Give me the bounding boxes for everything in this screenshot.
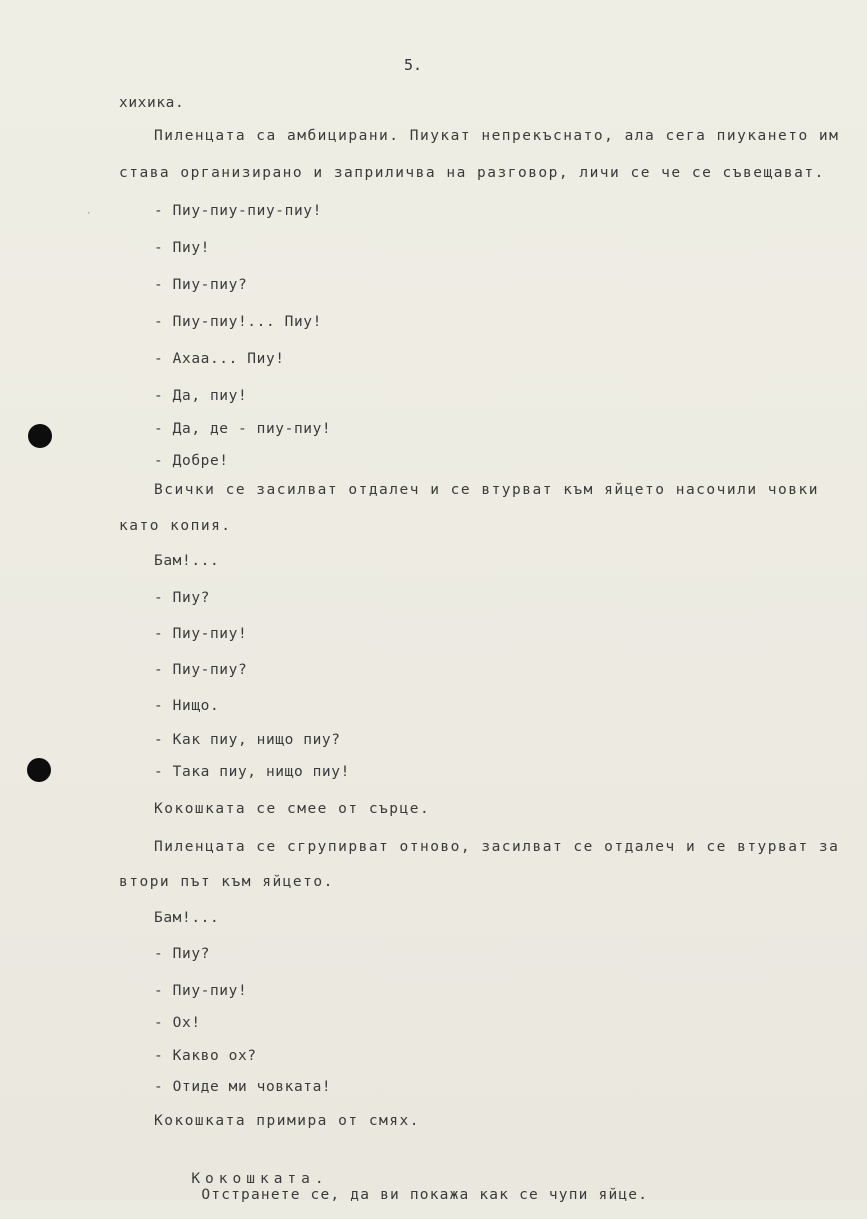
- dialogue-line: - Пиу?: [154, 946, 210, 962]
- dialogue-line: - Пиу-пиу!... Пиу!: [154, 314, 322, 330]
- final-line: [154, 1155, 648, 1219]
- dialogue-line: - Какво ох?: [154, 1048, 257, 1064]
- text-line: Пиленцата са амбицирани. Пиукат непрекъснато, ала сега пиукането им: [154, 128, 840, 144]
- punch-hole-top: [28, 424, 52, 448]
- text-line: Всички се засилват отдалеч и се втурват към яйцето насочили човки: [154, 482, 819, 498]
- dialogue-line: - Пиу-пиу?: [154, 277, 248, 293]
- text-line: Кокошката се смее от сърце.: [154, 801, 431, 817]
- page-number: 5.: [404, 56, 423, 74]
- dialogue-line: - Така пиу, нищо пиу!: [154, 764, 350, 780]
- text-line: като копия.: [119, 518, 232, 534]
- dialogue-line: - Нищо.: [154, 698, 220, 714]
- dialogue-line: - Ох!: [154, 1015, 201, 1031]
- dialogue-line: - Пиу!: [154, 240, 210, 256]
- dialogue-line: - Пиу-пиу!: [154, 983, 248, 999]
- text-line: Пиленцата се сгрупирват отново, засилват се отдалеч и се втурват за: [154, 839, 840, 855]
- dialogue-line: - Пиу?: [154, 590, 210, 606]
- text-line: Бам!...: [154, 910, 220, 926]
- dialogue-line: - Пиу-пиу-пиу-пиу!: [154, 203, 322, 219]
- speaker-text: Отстранете се, да ви покажа как се чупи яйце.: [201, 1187, 649, 1203]
- dialogue-line: - Пиу-пиу!: [154, 626, 248, 642]
- speaker-name: Кокошката.: [191, 1171, 329, 1187]
- dialogue-line: - Да, де - пиу-пиу!: [154, 421, 332, 437]
- text-line: втори път към яйцето.: [119, 874, 334, 890]
- text-line: става организирано и заприличва на разговор, личи се че се съвещават.: [119, 165, 825, 181]
- text-line: Кокошката примира от смях.: [154, 1113, 420, 1129]
- dialogue-line: - Добре!: [154, 453, 229, 469]
- text-line: Бам!...: [154, 553, 220, 569]
- dialogue-line: - Отиде ми човката!: [154, 1079, 332, 1095]
- stray-mark: ·: [86, 209, 92, 219]
- dialogue-line: - Пиу-пиу?: [154, 662, 248, 678]
- text-line: хихика.: [119, 95, 185, 111]
- dialogue-line: - Как пиу, нищо пиу?: [154, 732, 341, 748]
- dialogue-line: - Ахаа... Пиу!: [154, 351, 285, 367]
- dialogue-line: - Да, пиу!: [154, 388, 248, 404]
- punch-hole-bottom: [27, 758, 51, 782]
